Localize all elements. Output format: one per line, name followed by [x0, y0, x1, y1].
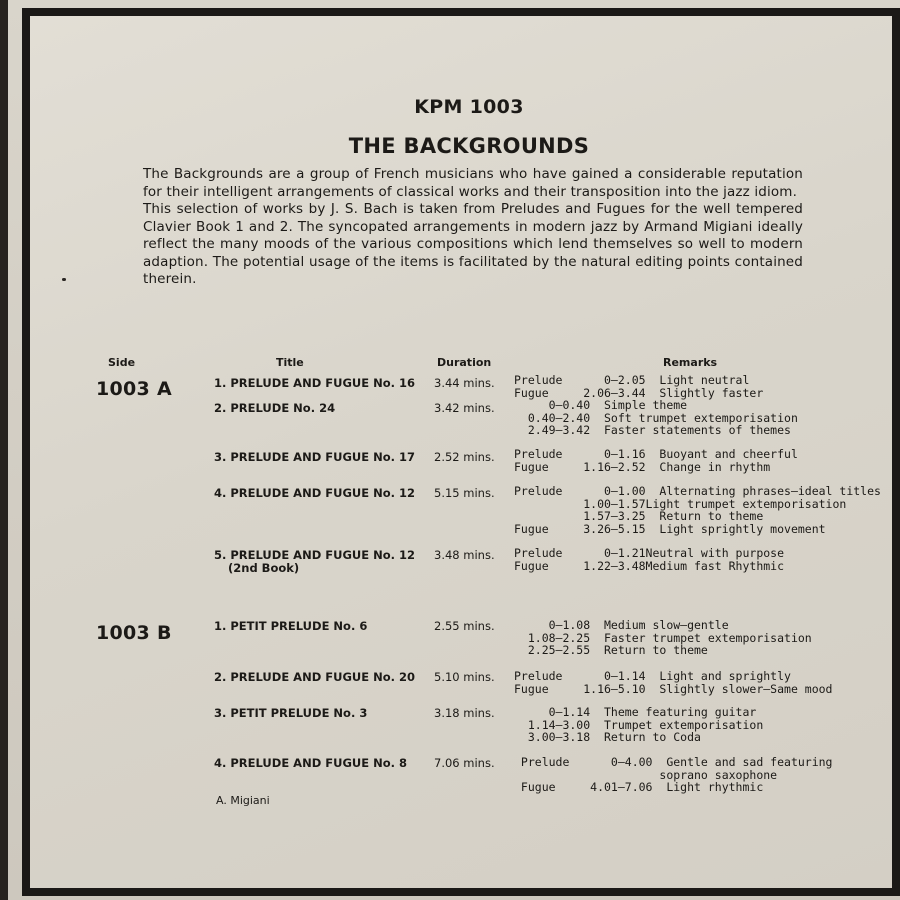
sleeve-frame	[22, 8, 900, 896]
track-title: 1. PETIT PRELUDE No. 6	[214, 619, 368, 633]
track-title: 1. PRELUDE AND FUGUE No. 16	[214, 376, 415, 390]
ink-speck	[62, 278, 66, 281]
intro-text	[143, 166, 803, 289]
track-duration: 2.52 mins.	[434, 450, 495, 464]
track-duration: 3.42 mins.	[434, 401, 495, 415]
remark-line: 0.40—2.40 Soft trumpet extemporisation	[514, 410, 798, 425]
remark-line: Fugue 1.16—2.52 Change in rhythm	[514, 459, 771, 474]
remark-line: 0—1.14 Theme featuring guitar	[514, 705, 757, 719]
header-duration: Duration	[437, 356, 492, 369]
track-title: 2. PRELUDE AND FUGUE No. 20	[214, 670, 415, 684]
intro-paragraph-2: This selection of works by J. S. Bach is taken from Preludes and Fugues for the well tempered Clavier Book 1 and 2. The syncopated arrangements in modern jazz by Armand Migiani ideally reflect the many moods of the various compositions which lend themselves so well to modern adaption. The potential usage of the items is facilitated by the natural editing points contained therein.	[143, 201, 803, 287]
track-duration: 7.06 mins.	[434, 756, 495, 770]
album-title: THE BACKGROUNDS	[348, 134, 590, 158]
remark-line: Prelude 0—2.05 Light neutral	[514, 373, 750, 387]
remark-line: Fugue 4.01—7.06 Light rhythmic	[514, 780, 764, 794]
remark-line: soprano saxophone	[514, 767, 778, 782]
remark-line: 0—0.40 Simple theme	[514, 398, 688, 412]
track-duration: 3.44 mins.	[434, 376, 495, 390]
remark-line: Prelude 0—4.00 Gentle and sad featuring	[514, 755, 833, 769]
remark-line: Fugue 1.16—5.10 Slightly slower—Same mood	[514, 681, 833, 696]
remark-line: Fugue 3.26—5.15 Light sprightly movement	[514, 521, 826, 536]
remark-line: Prelude 0—1.16 Buoyant and cheerful	[514, 447, 798, 461]
remark-line: Prelude 0—1.21Neutral with purpose	[514, 546, 785, 560]
intro-paragraph-1: The Backgrounds are a group of French musicians who have gained a considerable reputation for their intelligent arrangements of classical works and their transposition into the jazz idiom.	[143, 166, 803, 200]
track-remarks	[514, 670, 833, 695]
track-remarks	[514, 485, 881, 535]
catalogue-number: KPM 1003	[414, 96, 524, 118]
remark-line: 1.08—2.25 Faster trumpet extemporisation	[514, 630, 812, 645]
track-duration: 5.15 mins.	[434, 486, 495, 500]
track-remarks	[514, 706, 763, 744]
remark-line: Fugue 2.06—3.44 Slightly faster	[514, 385, 764, 400]
remark-line: 2.25—2.55 Return to theme	[514, 643, 708, 657]
track-duration: 3.48 mins.	[434, 548, 495, 562]
track-remarks	[514, 399, 798, 437]
remark-line: 3.00—3.18 Return to Coda	[514, 730, 701, 744]
record-sleeve	[8, 0, 900, 900]
track-title: 4. PRELUDE AND FUGUE No. 12	[214, 486, 415, 500]
track-title: 3. PRELUDE AND FUGUE No. 17	[214, 450, 415, 464]
header-side: Side	[108, 356, 136, 369]
track-title: 2. PRELUDE No. 24	[214, 401, 336, 415]
remark-line: 1.57—3.25 Return to theme	[514, 509, 764, 523]
header-remarks: Remarks	[663, 356, 718, 369]
track-remarks	[514, 547, 784, 572]
track-remarks	[514, 448, 798, 473]
remark-line: Prelude 0—1.00 Alternating phrases—ideal titles	[514, 484, 881, 498]
track-duration: 2.55 mins.	[434, 619, 495, 633]
track-title: 5. PRELUDE AND FUGUE No. 12	[214, 548, 415, 562]
arranger-credit: A. Migiani	[216, 794, 270, 807]
track-remarks	[514, 619, 812, 657]
remark-line: Prelude 0—1.14 Light and sprightly	[514, 669, 791, 683]
remark-line: 2.49—3.42 Faster statements of themes	[514, 423, 791, 437]
remark-line: 0—1.08 Medium slow—gentle	[514, 618, 729, 632]
side-a-label: 1003 A	[96, 378, 173, 400]
side-b-label: 1003 B	[96, 622, 172, 644]
remark-line: 1.00—1.57Light trumpet extemporisation	[514, 496, 847, 511]
track-remarks	[514, 374, 763, 399]
track-duration: 5.10 mins.	[434, 670, 495, 684]
track-title: 3. PETIT PRELUDE No. 3	[214, 706, 368, 720]
remark-line: 1.14—3.00 Trumpet extemporisation	[514, 717, 764, 732]
remark-line: Fugue 1.22—3.48Medium fast Rhythmic	[514, 558, 785, 573]
track-subtitle: (2nd Book)	[228, 561, 300, 575]
track-remarks	[514, 756, 833, 794]
track-duration: 3.18 mins.	[434, 706, 495, 720]
track-title: 4. PRELUDE AND FUGUE No. 8	[214, 756, 407, 770]
header-title: Title	[276, 356, 304, 369]
